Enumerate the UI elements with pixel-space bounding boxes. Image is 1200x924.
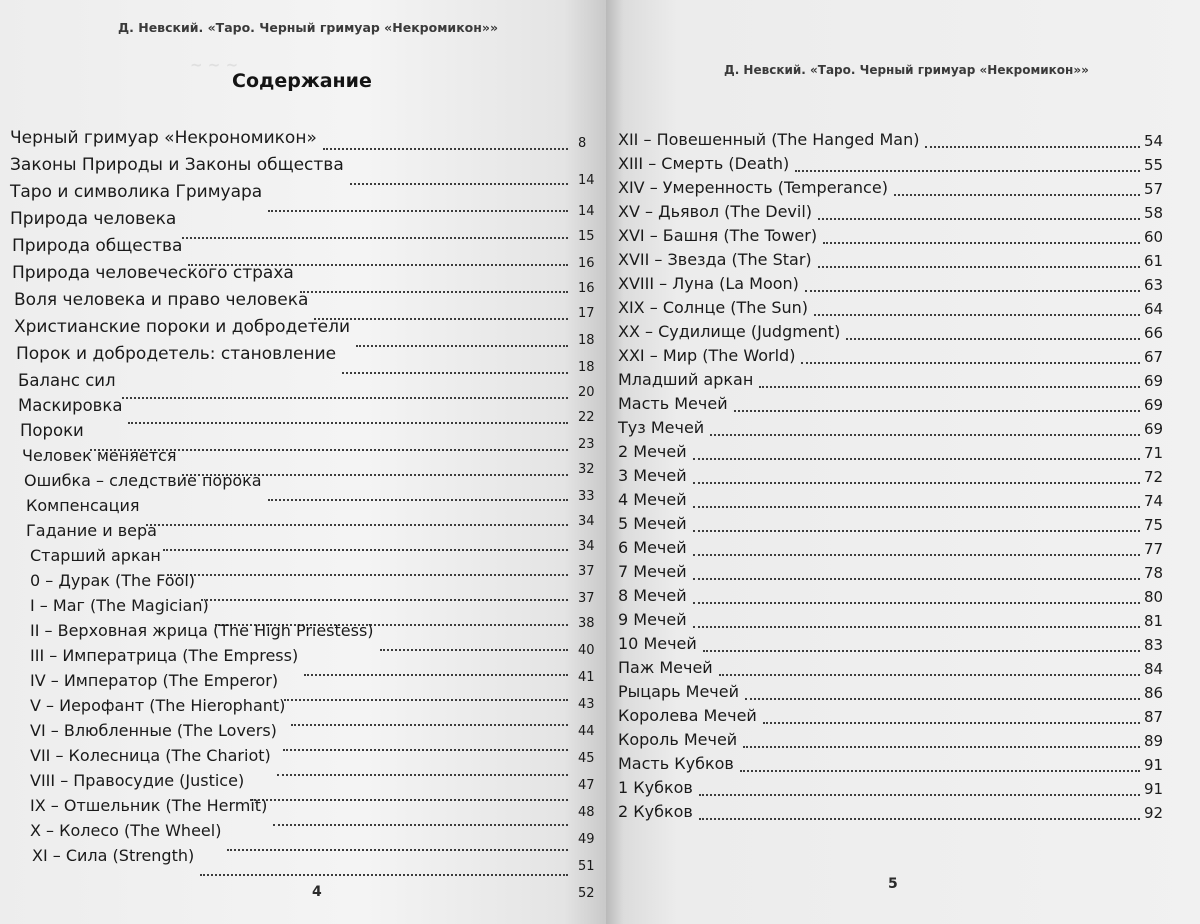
toc-leader-dots <box>759 386 1140 388</box>
toc-entry-title: Компенсация <box>26 496 140 515</box>
toc-entry-page: 16 <box>578 256 595 271</box>
toc-entry-title: XIV – Умеренность (Temperance) <box>618 178 888 197</box>
toc-entry <box>0 207 600 244</box>
toc-entry-page: 91 <box>1144 756 1164 774</box>
toc-entry-title: Природа общества <box>12 236 183 256</box>
toc-entry-page: 14 <box>578 204 595 219</box>
toc-leader-dots <box>699 818 1140 820</box>
toc-entry <box>618 392 1178 416</box>
toc-leader-dots <box>693 578 1140 580</box>
toc-entry-title: Ошибка – следствие порока <box>24 471 262 490</box>
toc-entry <box>618 776 1178 800</box>
toc-entry <box>0 153 600 188</box>
left-page-number: 4 <box>312 884 322 900</box>
toc-entry-page: 14 <box>578 173 595 188</box>
toc-entry-title: 1 Кубков <box>618 778 693 797</box>
toc-entry-title: VII – Колесница (The Chariot) <box>30 746 271 765</box>
toc-entry-page: 55 <box>1144 156 1164 174</box>
toc-entry-title: Старший аркан <box>30 546 161 565</box>
toc-leader-dots <box>801 362 1140 364</box>
toc-entry-page: 17 <box>578 306 595 321</box>
toc-entry-title: Природа человеческого страха <box>12 263 294 283</box>
toc-entry <box>0 342 600 375</box>
toc-entry-page: 37 <box>578 564 595 579</box>
toc-entry <box>0 369 600 400</box>
toc-entry-page: 34 <box>578 514 595 529</box>
toc-leader-dots <box>734 410 1140 412</box>
toc-leader-dots <box>693 482 1140 484</box>
toc-entry-page: 61 <box>1144 252 1164 270</box>
toc-entry-page: 77 <box>1144 540 1164 558</box>
toc-entry <box>0 261 600 296</box>
toc-entry <box>0 844 600 901</box>
toc-leader-dots <box>200 874 568 876</box>
toc-entry-page: 72 <box>1144 468 1164 486</box>
toc-leader-dots <box>814 314 1140 316</box>
toc-entry-title: Законы Природы и Законы общества <box>10 155 344 175</box>
toc-leader-dots <box>805 290 1140 292</box>
toc-entry-title: 7 Мечей <box>618 562 687 581</box>
toc-entry-page: 74 <box>1144 492 1164 510</box>
toc-entry-page: 81 <box>1144 612 1164 630</box>
toc-entry-page: 48 <box>578 805 595 820</box>
toc-entry-page: 32 <box>578 462 595 477</box>
toc-entry <box>618 440 1178 464</box>
toc-entry <box>618 632 1178 656</box>
toc-entry <box>618 272 1178 296</box>
toc-leader-dots <box>743 746 1140 748</box>
toc-entry-page: 58 <box>1144 204 1164 222</box>
toc-entry <box>0 234 600 271</box>
toc-entry-page: 47 <box>578 778 595 793</box>
toc-entry-title: Природа человека <box>10 209 177 229</box>
toc-leader-dots <box>710 434 1140 436</box>
toc-entry <box>0 126 600 150</box>
toc-entry-title: Таро и символика Гримуара <box>10 182 263 202</box>
toc-leader-dots <box>745 698 1140 700</box>
toc-entry-page: 84 <box>1144 660 1164 678</box>
toc-entry <box>0 394 600 425</box>
toc-entry <box>618 464 1178 488</box>
toc-entry-page: 64 <box>1144 300 1164 318</box>
toc-entry <box>618 488 1178 512</box>
toc-entry-title: XII – Повешенный (The Hanged Man) <box>618 130 920 149</box>
toc-entry-page: 91 <box>1144 780 1164 798</box>
toc-entry <box>0 288 600 321</box>
toc-entry-page: 43 <box>578 697 595 712</box>
toc-entry-page: 38 <box>578 616 595 631</box>
toc-entry <box>618 512 1178 536</box>
toc-entry <box>618 296 1178 320</box>
toc-entry-title: XV – Дьявол (The Devil) <box>618 202 813 221</box>
toc-entry-title: Христианские пороки и добродетели <box>14 317 351 337</box>
toc-entry-page: 83 <box>1144 636 1164 654</box>
toc-entry-title: 0 – Дурак (The Fool) <box>30 571 196 590</box>
toc-leader-dots <box>823 242 1140 244</box>
toc-entry <box>618 368 1178 392</box>
toc-entry-title: Черный гримуар «Некрономикон» <box>10 128 317 148</box>
toc-entry <box>0 444 600 477</box>
left-running-head: Д. Невский. «Таро. Черный гримуар «Некромикон»» <box>118 20 499 35</box>
toc-entry-page: 18 <box>578 360 595 375</box>
toc-entry-title: XVIII – Луна (La Moon) <box>618 274 799 293</box>
toc-entry-title: IV – Император (The Emperor) <box>30 671 279 690</box>
toc-entry-title: 8 Мечей <box>618 586 687 605</box>
toc-leader-dots <box>846 338 1140 340</box>
toc-entry <box>618 224 1178 248</box>
toc-entry-page: 67 <box>1144 348 1164 366</box>
toc-entry <box>0 469 600 504</box>
toc-entry-page: 63 <box>1144 276 1164 294</box>
toc-entry-page: 57 <box>1144 180 1164 198</box>
right-page-number: 5 <box>888 876 898 892</box>
right-page <box>606 0 1200 924</box>
toc-entry-page: 20 <box>578 385 595 400</box>
toc-leader-dots <box>703 650 1140 652</box>
toc-leader-dots <box>795 170 1140 172</box>
toc-entry-title: XIX – Солнце (The Sun) <box>618 298 809 317</box>
toc-entry-title: XVII – Звезда (The Star) <box>618 250 812 269</box>
toc-entry-title: Масть Мечей <box>618 394 728 413</box>
toc-leader-dots <box>693 602 1140 604</box>
toc-entry-title: Воля человека и право человека <box>14 290 309 310</box>
toc-entry-title: Масть Кубков <box>618 754 734 773</box>
bleed-through-text: ~ ~ ~ <box>190 56 239 74</box>
right-running-head: Д. Невский. «Таро. Черный гримуар «Некромикон»» <box>724 63 1089 77</box>
toc-entry <box>0 494 600 529</box>
toc-entry-title: Маскировка <box>18 396 123 415</box>
toc-entry-title: Королева Мечей <box>618 706 757 725</box>
toc-leader-dots <box>763 722 1140 724</box>
toc-leader-dots <box>925 146 1140 148</box>
toc-entry-page: 86 <box>1144 684 1164 702</box>
toc-entry-page: 54 <box>1144 132 1164 150</box>
toc-entry <box>618 320 1178 344</box>
toc-leader-dots <box>719 674 1140 676</box>
toc-entry-page: 40 <box>578 643 595 658</box>
toc-entry <box>618 536 1178 560</box>
toc-leader-dots <box>818 218 1140 220</box>
toc-entry-title: 3 Мечей <box>618 466 687 485</box>
toc-entry <box>618 584 1178 608</box>
toc-entry-page: 34 <box>578 539 595 554</box>
toc-entry <box>618 752 1178 776</box>
toc-entry-page: 16 <box>578 281 595 296</box>
toc-entry-title: XIII – Смерть (Death) <box>618 154 790 173</box>
toc-entry-title: Туз Мечей <box>618 418 705 437</box>
toc-entry-title: IX – Отшельник (The Hermit) <box>30 796 268 815</box>
toc-entry-page: 18 <box>578 333 595 348</box>
toc-entry <box>0 419 600 452</box>
toc-entry-title: 5 Мечей <box>618 514 687 533</box>
toc-leader-dots <box>693 458 1140 460</box>
toc-entry-title: VIII – Правосудие (Justice) <box>30 771 245 790</box>
toc-entry-page: 37 <box>578 591 595 606</box>
toc-entry <box>618 800 1178 824</box>
toc-leader-dots <box>693 626 1140 628</box>
toc-entry-page: 49 <box>578 832 595 847</box>
toc-entry-page: 45 <box>578 751 595 766</box>
toc-entry-title: Гадание и вера <box>26 521 157 540</box>
toc-entry-title: V – Иерофант (The Hierophant) <box>30 696 286 715</box>
toc-entry-title: 2 Кубков <box>618 802 693 821</box>
toc-entry-title: 10 Мечей <box>618 634 697 653</box>
toc-entry-title: Рыцарь Мечей <box>618 682 739 701</box>
toc-heading: Содержание <box>232 70 372 92</box>
toc-entry-title: 9 Мечей <box>618 610 687 629</box>
toc-entry-page: 8 <box>578 136 587 151</box>
toc-entry <box>618 344 1178 368</box>
toc-entry <box>0 544 600 579</box>
toc-entry-page: 69 <box>1144 420 1164 438</box>
toc-entry <box>618 680 1178 704</box>
toc-entry <box>618 608 1178 632</box>
toc-entry <box>618 128 1178 152</box>
toc-leader-dots <box>740 770 1140 772</box>
toc-entry-title: XVI – Башня (The Tower) <box>618 226 818 245</box>
toc-entry-page: 51 <box>578 859 595 874</box>
toc-leader-dots <box>323 148 568 150</box>
toc-entry-page: 71 <box>1144 444 1164 462</box>
toc-entry-page: 15 <box>578 229 595 244</box>
toc-entry-page: 41 <box>578 670 595 685</box>
toc-entry-page: 89 <box>1144 732 1164 750</box>
toc-leader-dots <box>894 194 1140 196</box>
toc-leader-dots <box>693 506 1140 508</box>
toc-entry-title: III – Императрица (The Empress) <box>30 646 299 665</box>
toc-entry-title: 4 Мечей <box>618 490 687 509</box>
toc-entry-title: 6 Мечей <box>618 538 687 557</box>
toc-entry-title: Порок и добродетель: становление <box>16 344 337 364</box>
toc-entry-page: 78 <box>1144 564 1164 582</box>
toc-leader-dots <box>693 554 1140 556</box>
toc-entry-page: 69 <box>1144 396 1164 414</box>
toc-entry-page: 80 <box>1144 588 1164 606</box>
toc-entry-page: 22 <box>578 410 595 425</box>
toc-entry-title: XX – Судилище (Judgment) <box>618 322 841 341</box>
toc-entry <box>618 248 1178 272</box>
toc-entry <box>618 200 1178 224</box>
toc-entry-page: 75 <box>1144 516 1164 534</box>
toc-entry-page: 23 <box>578 437 595 452</box>
toc-entry-title: Человек меняется <box>22 446 177 465</box>
toc-entry <box>618 728 1178 752</box>
toc-entry-title: XXI – Мир (The World) <box>618 346 796 365</box>
toc-leader-dots <box>699 794 1140 796</box>
toc-entry <box>0 315 600 348</box>
toc-entry-title: XI – Сила (Strength) <box>32 846 195 865</box>
toc-entry-page: 33 <box>578 489 595 504</box>
toc-entry <box>618 656 1178 680</box>
toc-entry <box>618 704 1178 728</box>
toc-entry-page: 66 <box>1144 324 1164 342</box>
toc-entry-page: 44 <box>578 724 595 739</box>
toc-entry <box>618 152 1178 176</box>
toc-entry <box>0 519 600 554</box>
toc-entry-page: 52 <box>578 886 595 901</box>
toc-entry-page: 87 <box>1144 708 1164 726</box>
toc-entry-title: Баланс сил <box>18 371 116 390</box>
toc-entry <box>618 560 1178 584</box>
toc-entry-page: 69 <box>1144 372 1164 390</box>
toc-entry-page: 92 <box>1144 804 1164 822</box>
toc-entry-title: 2 Мечей <box>618 442 687 461</box>
toc-entry-title: II – Верховная жрица (The High Priestess) <box>30 621 374 640</box>
toc-leader-dots <box>693 530 1140 532</box>
toc-entry-title: Младший аркан <box>618 370 754 389</box>
toc-entry-title: Паж Мечей <box>618 658 713 677</box>
toc-entry-title: Пороки <box>20 421 84 440</box>
toc-entry-title: X – Колесо (The Wheel) <box>30 821 222 840</box>
toc-entry-title: VI – Влюбленные (The Lovers) <box>30 721 277 740</box>
toc-entry-title: Король Мечей <box>618 730 738 749</box>
toc-leader-dots <box>818 266 1140 268</box>
toc-entry-page: 60 <box>1144 228 1164 246</box>
toc-entry <box>618 416 1178 440</box>
toc-entry <box>618 176 1178 200</box>
toc-entry-title: I – Маг (The Magician) <box>30 596 209 615</box>
